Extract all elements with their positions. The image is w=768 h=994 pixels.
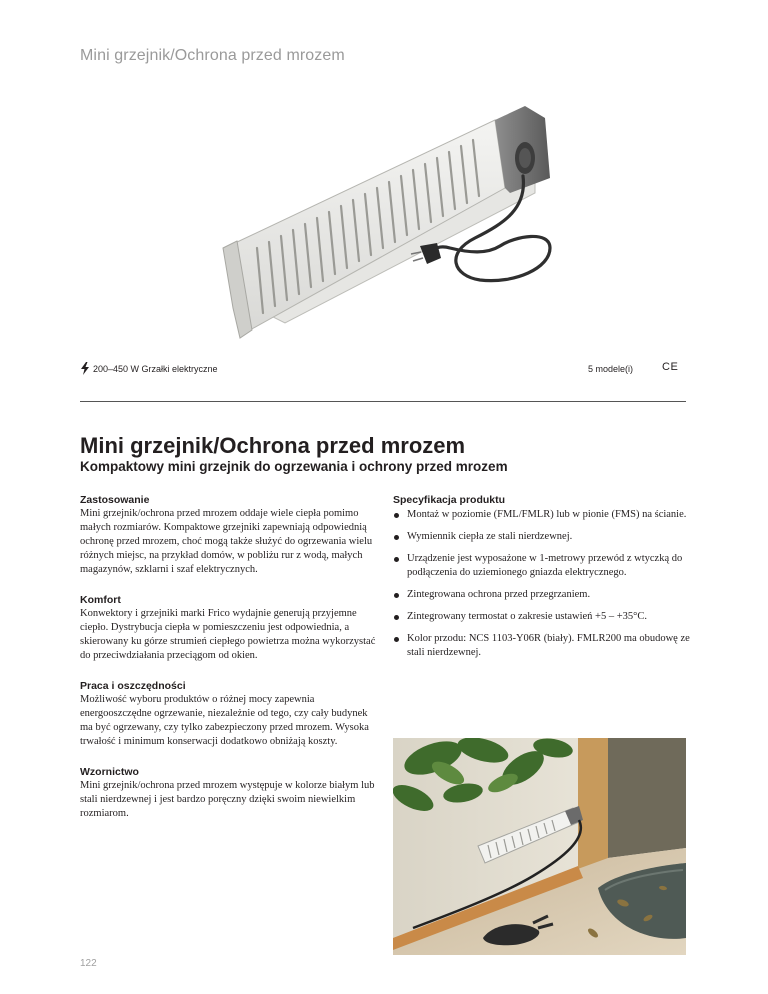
section-heading: Zastosowanie — [80, 494, 150, 506]
section-operation-savings — [80, 680, 380, 749]
specification-list — [393, 508, 693, 660]
page-number: 122 — [80, 958, 97, 969]
list-item: Montaż w poziomie (FML/FMLR) lub w pionie (FMS) na ścianie. — [393, 508, 693, 522]
running-header: Mini grzejnik/Ochrona przed mrozem — [80, 47, 345, 64]
section-heading: Komfort — [80, 594, 121, 606]
models-count: 5 modele(i) — [588, 364, 634, 374]
section-body: Mini grzejnik/ochrona przed mrozem oddaje wiele ciepła pomimo małych rozmiarów. Kompaktowe grzejniki zapewniają odpowiednią ochronę przed mrozem, choć mogą także służyć do ogrzewania wielu różnych miejsc, na przykład domów, w pobliżu rur z wodą, małych magazynów, szklarni i szaf elektrycznych. — [80, 508, 373, 575]
list-item: Wymiennik ciepła ze stali nierdzewnej. — [393, 530, 693, 544]
ce-mark: CE — [662, 361, 679, 373]
list-item: Zintegrowany termostat o zakresie ustawień +5 – +35°C. — [393, 610, 693, 624]
section-heading: Praca i oszczędności — [80, 680, 186, 692]
power-spec-text: 200–450 W Grzałki elektryczne — [93, 363, 218, 374]
section-body: Konwektory i grzejniki marki Frico wydajnie generują przyjemne ciepło. Dystrybucja ciepła w pomieszczeniu jest odpowiednia, a skierowany ku górze strumień ciepłego powietrza można wykorzystać do przeciwdziałania przeciągom od okien. — [80, 608, 376, 661]
specification-heading: Specyfikacja produktu — [393, 494, 506, 506]
product-photo — [205, 98, 585, 343]
page-subtitle: Kompaktowy mini grzejnik do ogrzewania i ochrony przed mrozem — [80, 459, 508, 474]
description-column — [80, 494, 380, 838]
power-spec — [80, 362, 218, 375]
section-design — [80, 766, 380, 821]
room-photo — [393, 738, 686, 955]
spec-bar — [80, 360, 686, 378]
section-heading: Wzornictwo — [80, 766, 139, 778]
lightning-bolt-icon — [80, 362, 90, 375]
specification-column — [393, 494, 693, 668]
section-body: Mini grzejnik/ochrona przed mrozem występuje w kolorze białym lub stali nierdzewnej i jest bardzo poręczny dzięki swoim niewielkim rozmiarom. — [80, 780, 375, 819]
page-title: Mini grzejnik/Ochrona przed mrozem — [80, 433, 466, 458]
list-item: Urządzenie jest wyposażone w 1-metrowy przewód z wtyczką do podłączenia do uziemionego gniazda elektrycznego. — [393, 552, 693, 580]
section-body: Możliwość wyboru produktów o różnej mocy zapewnia energooszczędne ogrzewanie, niezależnie od tego, czy cały budynek ma być ogrzewany, czy tylko zabezpieczony przed mrozem. Wysoka trwałość i minimum konserwacji dodatkowo obniżają koszty. — [80, 694, 369, 747]
divider — [80, 401, 686, 402]
list-item: Zintegrowana ochrona przed przegrzaniem. — [393, 588, 693, 602]
section-comfort — [80, 594, 380, 663]
section-application — [80, 494, 380, 577]
list-item: Kolor przodu: NCS 1103-Y06R (biały). FMLR200 ma obudowę ze stali nierdzewnej. — [393, 632, 693, 660]
